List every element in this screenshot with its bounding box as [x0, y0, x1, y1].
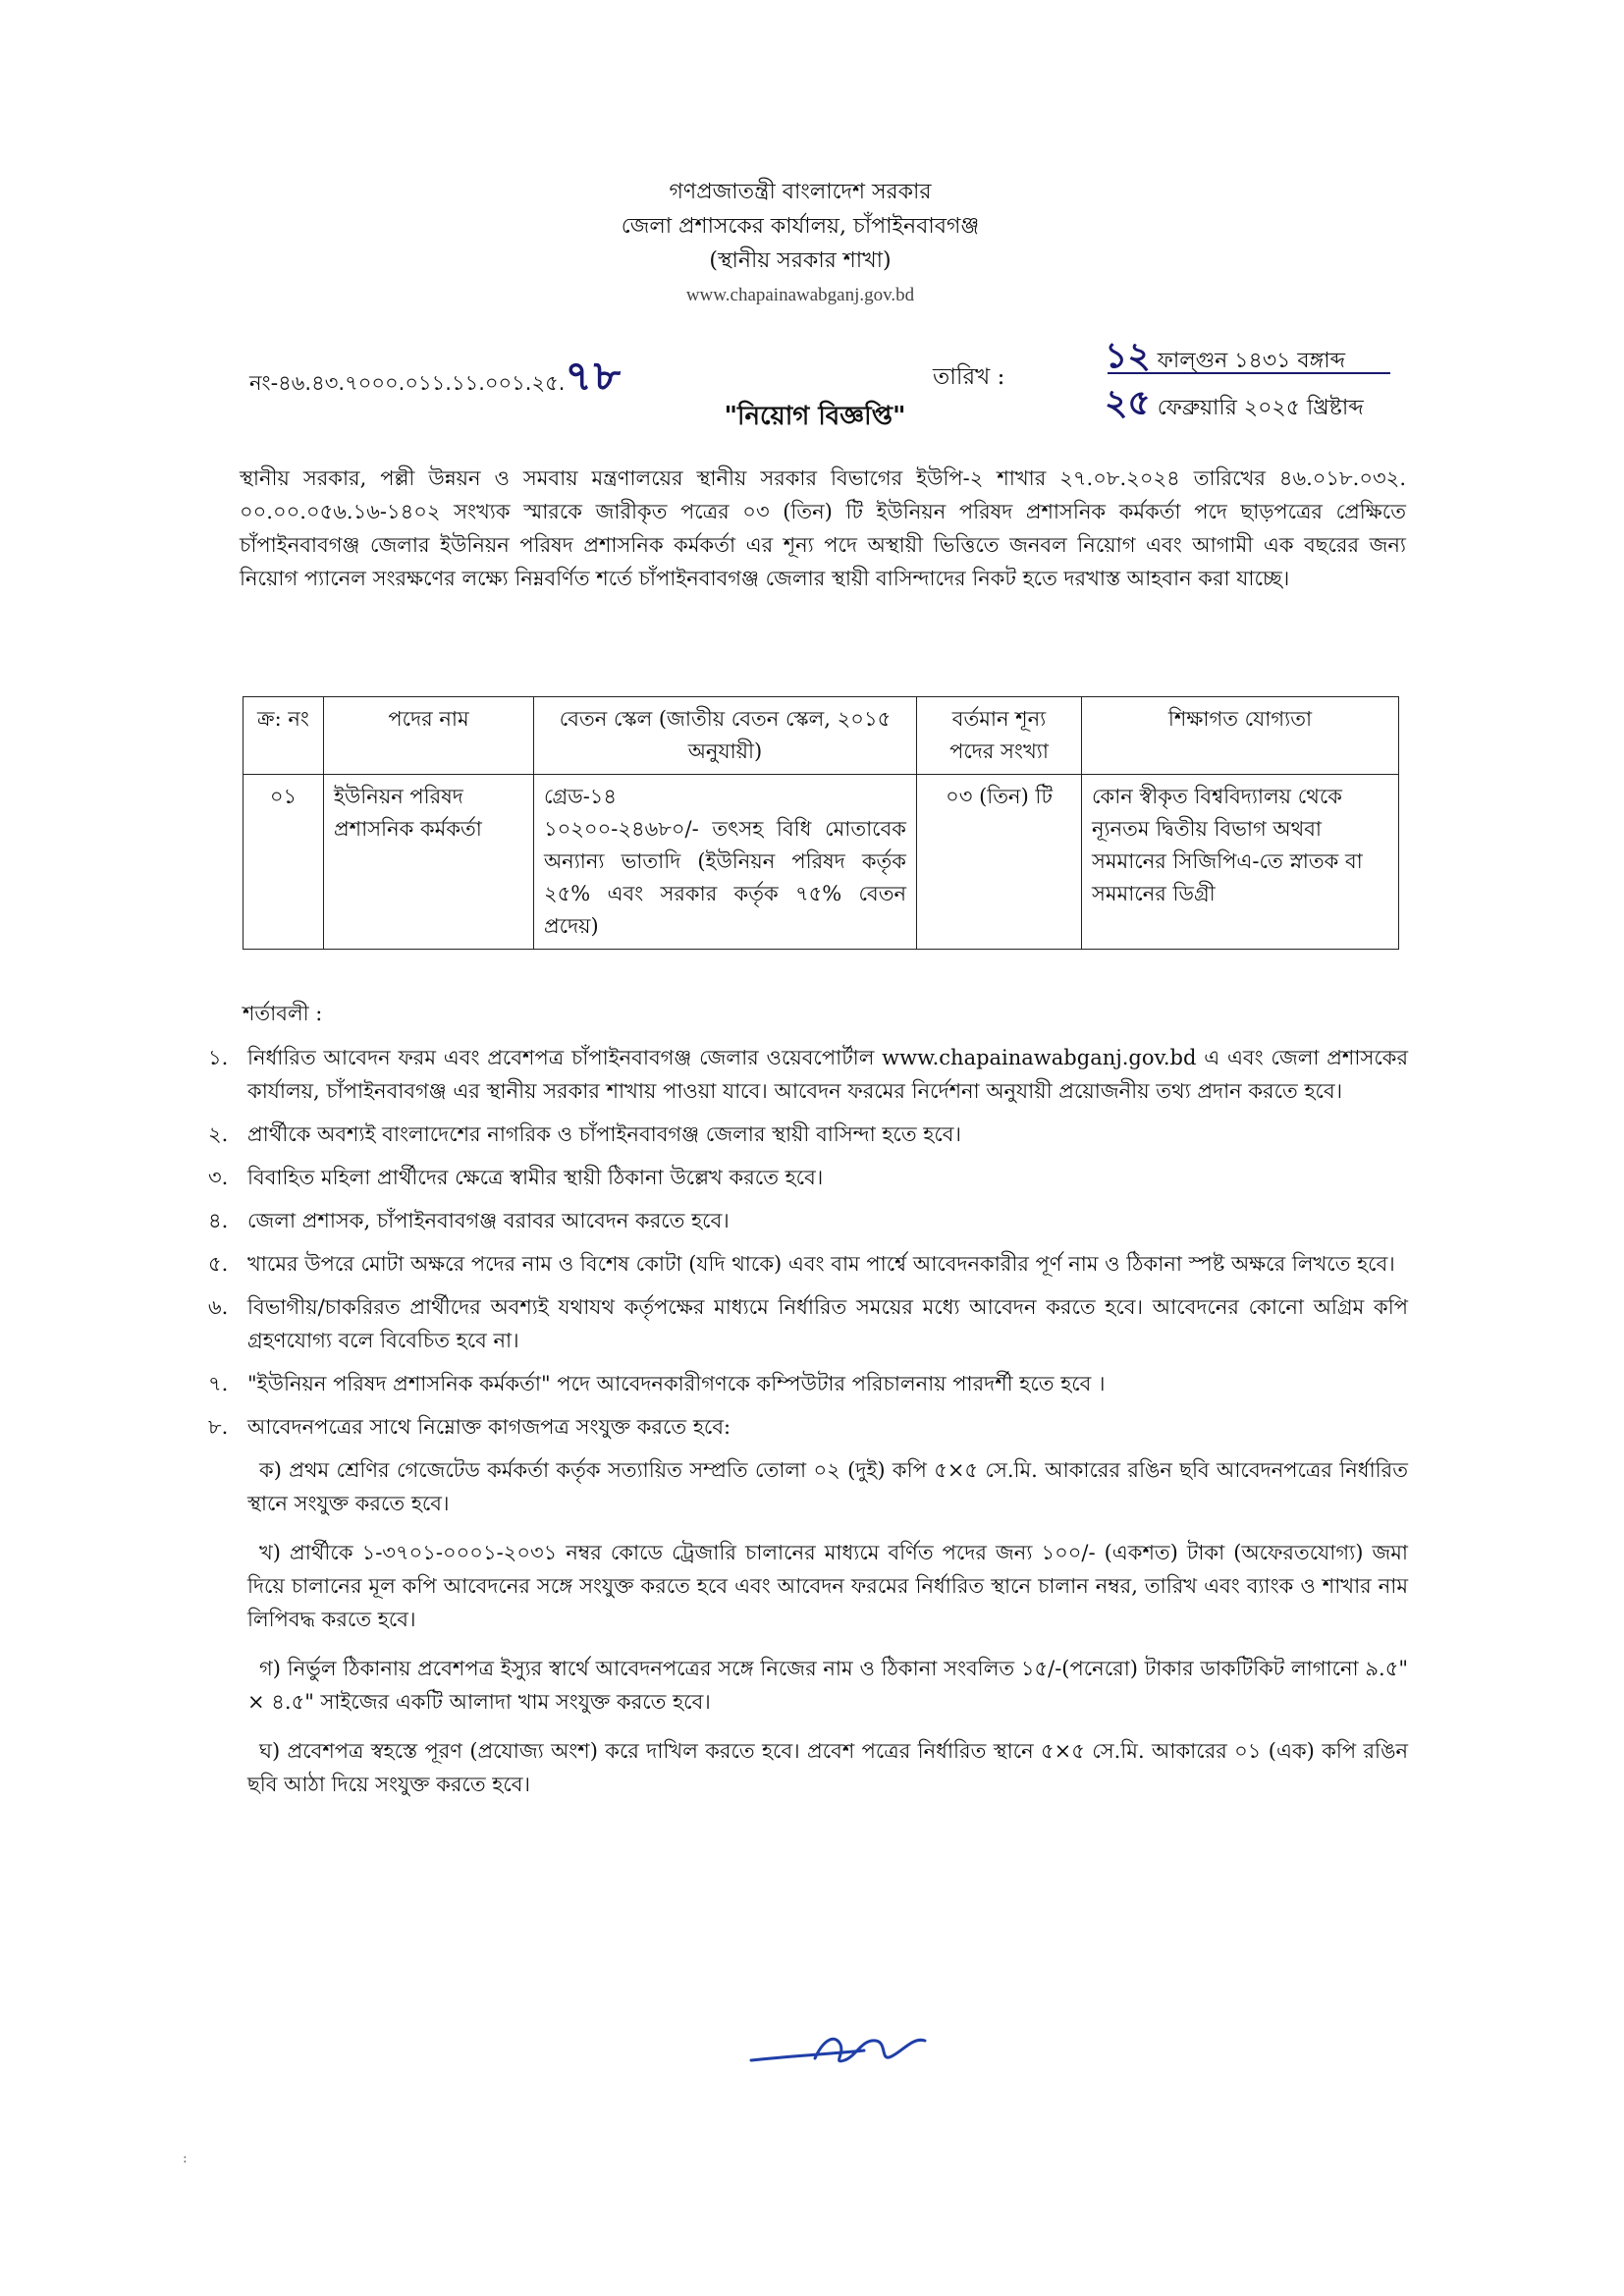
condition-item [208, 1247, 1408, 1281]
cell-serial: ০১ [244, 775, 324, 950]
condition-text: প্রার্থীকে অবশ্যই বাংলাদেশের নাগরিক ও চাঁপাইনবাবগঞ্জ জেলার স্থায়ী বাসিন্দা হতে হবে। [247, 1122, 961, 1146]
intro-paragraph: স্থানীয় সরকার, পল্লী উন্নয়ন ও সমবায় মন্ত্রণালয়ের স্থানীয় সরকার বিভাগের ইউপি-২ শাখার ২৭.০৮.২০২৪ তারিখের ৪৬.০১৮.০৩২. ০০.০০.০৫৬.১৬-১৪০২ সংখ্যক স্মারকে জারীকৃত পত্রের ০৩ (তিন) টি ইউনিয়ন পরিষদ প্রশাসনিক কর্মকর্তা পদে ছাড়পত্রের প্রেক্ষিতে চাঁপাইনবাবগঞ্জ জেলার ইউনিয়ন পরিষদ প্রশাসনিক কর্মকর্তা এর শূন্য পদে অস্থায়ী ভিত্তিতে জনবল নিয়োগ এবং আগামী এক বছরের জন্য নিয়োগ প্যানেল সংরক্ষণের লক্ষ্যে নিম্নবর্ণিত শর্তে চাঁপাইনবাবগঞ্জ জেলার স্থায়ী বাসিন্দাদের নিকট হতে দরখাস্ত আহবান করা যাচ্ছে। [240, 466, 1406, 590]
english-day: ২৫ [1105, 382, 1151, 423]
condition-item [208, 1118, 1408, 1151]
bangla-month-year: ফাল্গুন ১৪৩১ বঙ্গাব্দ [1157, 349, 1346, 373]
condition-number: ৩. [208, 1166, 229, 1189]
government-name: গণপ্রজাতন্ত্রী বাংলাদেশ সরকার [669, 180, 932, 204]
condition-text: জেলা প্রশাসক, চাঁপাইনবাবগঞ্জ বরাবর আবেদন করতে হবে। [247, 1209, 730, 1232]
col-qualification: শিক্ষাগত যোগ্যতা [1082, 697, 1399, 775]
bangla-day: ১২ [1105, 335, 1151, 376]
notice-title: "নিয়োগ বিজ্ঞপ্তি" [724, 402, 906, 431]
table-row [244, 775, 1399, 950]
condition-text: আবেদনপত্রের সাথে নিম্নোক্ত কাগজপত্র সংযুক্ত করতে হবে: [247, 1415, 731, 1439]
table-header-row [244, 697, 1399, 775]
conditions-heading: শর্তাবলী : [243, 1002, 323, 1025]
condition-item [208, 1161, 1408, 1194]
condition-item [208, 1041, 1408, 1108]
website: www.chapainawabganj.gov.bd [685, 285, 915, 305]
condition-item [208, 1410, 1408, 1444]
condition-number: ৭. [208, 1372, 229, 1395]
condition-text: নির্ধারিত আবেদন ফরম এবং প্রবেশপত্র চাঁপাইনবাবগঞ্জ জেলার ওয়েবপোর্টাল www.chapainawabganj.gov.bd এ এবং জেলা প্রশাসকের কার্যালয়, চাঁপাইনবাবগঞ্জ এর স্থানীয় সরকার শাখায় পাওয়া যাবে। আবেদন ফরমের নির্দেশনা অনুযায়ী প্রয়োজনীয় তথ্য প্রদান করতে হবে। [247, 1046, 1408, 1103]
office-name: জেলা প্রশাসকের কার্যালয়, চাঁপাইনবাবগঞ্জ [621, 214, 980, 239]
margin-mark: : [183, 2151, 188, 2166]
date-label: তারিখ : [933, 364, 1005, 390]
section-name: (স্থানীয় সরকার শাখা) [709, 248, 892, 273]
col-post-name: পদের নাম [324, 697, 534, 775]
english-month-year: ফেব্রুয়ারি ২০২৫ খ্রিষ্টাব্দ [1157, 396, 1364, 420]
col-pay-scale: বেতন স্কেল (জাতীয় বেতন স্কেল, ২০১৫ অনুযায়ী) [534, 697, 917, 775]
cell-post-name: ইউনিয়ন পরিষদ প্রশাসনিক কর্মকর্তা [324, 775, 534, 950]
condition-item [208, 1204, 1408, 1237]
letterhead [393, 175, 1208, 312]
condition-item [208, 1367, 1408, 1400]
condition-number: ২. [208, 1122, 229, 1146]
memo-number-text: নং-৪৬.৪৩.৭০০০.০১১.১১.০০১.২৫. [249, 371, 566, 395]
condition-text: বিবাহিত মহিলা প্রার্থীদের ক্ষেত্রে স্বামীর স্থায়ী ঠিকানা উল্লেখ করতে হবে। [247, 1166, 824, 1189]
condition-text: খামের উপরে মোটা অক্ষরে পদের নাম ও বিশেষ কোটা (যদি থাকে) এবং বাম পার্শ্বে আবেদনকারীর পূর্ণ নাম ও ঠিকানা স্পষ্ট অক্ষরে লিখতে হবে। [247, 1252, 1395, 1276]
condition-number: ৫. [208, 1252, 229, 1276]
condition-number: ৪. [208, 1209, 229, 1232]
sub-condition-item: ঘ) প্রবেশপত্র স্বহস্তে পূরণ (প্রযোজ্য অংশ) করে দাখিল করতে হবে। প্রবেশ পত্রের নির্ধারিত স্থানে ৫×৫ সে.মি. আকারের ০১ (এক) কপি রঙিন ছবি আঠা দিয়ে সংযুক্ত করতে হবে। [247, 1739, 1408, 1796]
posts-table [243, 696, 1399, 950]
condition-text: "ইউনিয়ন পরিষদ প্রশাসনিক কর্মকর্তা" পদে আবেদনকারীগণকে কম্পিউটার পরিচালনায় পারদর্শী হতে হবে । [247, 1372, 1106, 1395]
cell-scale: ১০২০০-২৪৬৮০/- তৎসহ বিধি মোতাবেক অন্যান্য ভাতাদি (ইউনিয়ন পরিষদ কর্তৃক ২৫% এবং সরকার কর্তৃক ৭৫% বেতন প্রদেয়) [544, 817, 906, 938]
condition-number: ৬. [208, 1295, 229, 1319]
col-vacancy: বর্তমান শূন্য পদের সংখ্যা [917, 697, 1082, 775]
sub-condition-item: ক) প্রথম শ্রেণির গেজেটেড কর্মকর্তা কর্তৃক সত্যায়িত সম্প্রতি তোলা ০২ (দুই) কপি ৫×৫ সে.মি. আকারের রঙিন ছবি আবেদনপত্রের নির্ধারিত স্থানে সংযুক্ত করতে হবে। [247, 1458, 1408, 1515]
date-divider [1108, 372, 1390, 374]
col-serial: ক্র: নং [244, 697, 324, 775]
condition-number: ৮. [208, 1415, 229, 1439]
cell-grade: গ্রেড-১৪ [544, 785, 618, 808]
cell-vacancy: ০৩ (তিন) টি [917, 775, 1082, 950]
signature [746, 2011, 933, 2080]
condition-number: ১. [208, 1046, 229, 1069]
english-date [1105, 376, 1364, 435]
sub-condition-item: গ) নির্ভুল ঠিকানায় প্রবেশপত্র ইস্যুর স্বার্থে আবেদনপত্রের সঙ্গে নিজের নাম ও ঠিকানা সংবলিত ১৫/-(পনেরো) টাকার ডাকটিকিট লাগানো ৯.৫" × ৪.৫" সাইজের একটি আলাদা খাম সংযুক্ত করতে হবে। [247, 1657, 1408, 1714]
memo-number [249, 344, 623, 413]
sub-condition-item: খ) প্রার্থীকে ১-৩৭০১-০০০১-২০৩১ নম্বর কোডে ট্রেজারি চালানের মাধ্যমে বর্ণিত পদের জন্য ১০০/- (একশত) টাকা (অফেরতযোগ্য) জমা দিয়ে চালানের মূল কপি আবেদনের সঙ্গে সংযুক্ত করতে হবে এবং আবেদন ফরমের নির্ধারিত স্থানে চালান নম্বর, তারিখ এবং ব্যাংক ও শাখার নাম লিপিবদ্ধ করতে হবে। [247, 1541, 1408, 1631]
cell-pay-scale [534, 775, 917, 950]
conditions-list [208, 1041, 1408, 1817]
sub-conditions-list [247, 1453, 1408, 1801]
memo-handwritten-suffix: ৭৮ [565, 352, 623, 400]
cell-qualification: কোন স্বীকৃত বিশ্ববিদ্যালয় থেকে ন্যূনতম দ্বিতীয় বিভাগ অথবা সমমানের সিজিপিএ-তে স্নাতক বা সমমানের ডিগ্রী [1082, 775, 1399, 950]
condition-text: বিভাগীয়/চাকরিরত প্রার্থীদের অবশ্যই যথাযথ কর্তৃপক্ষের মাধ্যমে নির্ধারিত সময়ের মধ্যে আবেদন করতে হবে। আবেদনের কোনো অগ্রিম কপি গ্রহণযোগ্য বলে বিবেচিত হবে না। [247, 1295, 1408, 1352]
condition-item [208, 1290, 1408, 1357]
